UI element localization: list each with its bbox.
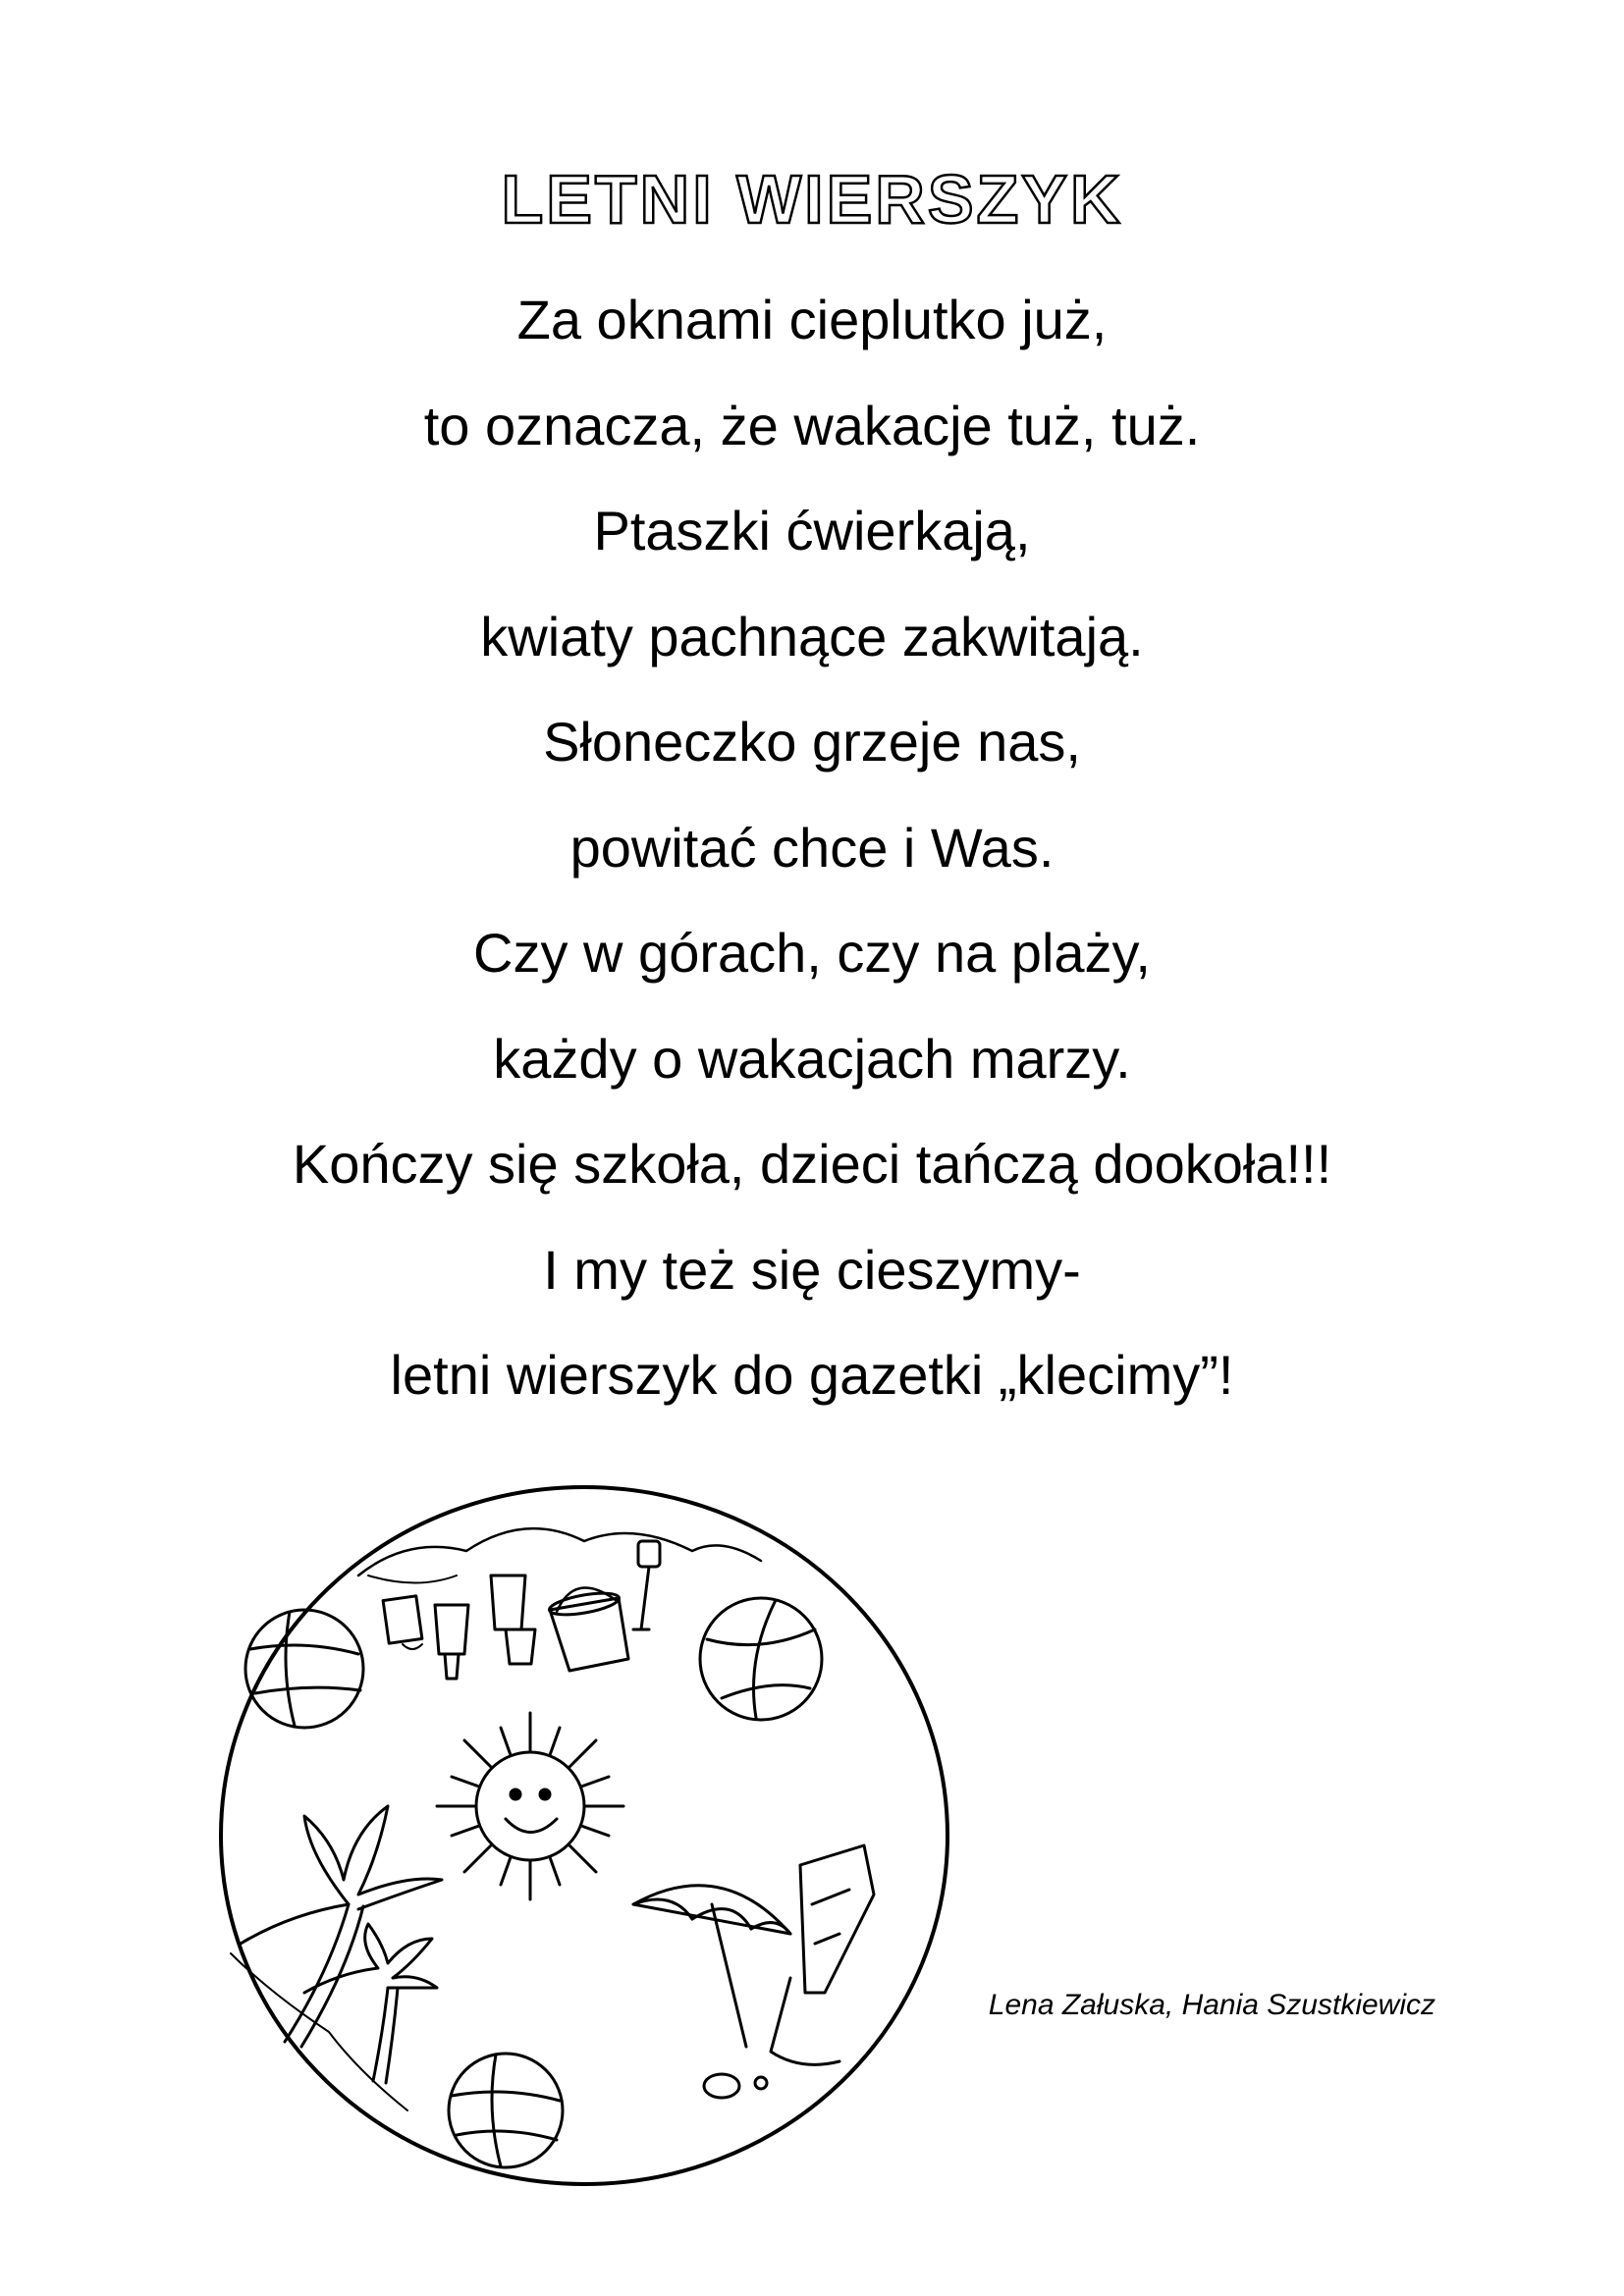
poem-line: kwiaty pachnące zakwitają.: [480, 605, 1144, 667]
poem-line: Czy w górach, czy na plaży,: [473, 922, 1151, 984]
summer-mandala-illustration: [211, 1482, 957, 2189]
poem-line: to oznacza, że wakacje tuż, tuż.: [423, 394, 1201, 456]
shovel-icon: [633, 1541, 660, 1629]
poem: [0, 285, 1624, 1446]
poem-line: każdy o wakacjach marzy.: [493, 1027, 1131, 1090]
sun-icon: [437, 1713, 623, 1899]
mandala-circle: [221, 1487, 947, 2184]
beach-umbrella-icon: [633, 1886, 790, 2047]
poem-line: letni wierszyk do gazetki „klecimy”!: [390, 1344, 1234, 1406]
deck-chair-icon: [771, 1845, 874, 2064]
shell-icon: [704, 2074, 767, 2098]
bucket-icon: [548, 1588, 628, 1672]
poem-line: Kończy się szkoła, dzieci tańczą dookoła!!!: [292, 1133, 1332, 1195]
poem-line: powitać chce i Was.: [569, 816, 1055, 879]
poem-line: Słoneczko grzeje nas,: [543, 711, 1081, 773]
poem-line: I my też się cieszymy-: [543, 1238, 1081, 1301]
poem-line: Za oknami cieplutko już,: [516, 289, 1108, 350]
palm-tree-icon: [231, 1806, 442, 2110]
beach-ball-icon: [449, 2054, 563, 2167]
poem-line: Ptaszki ćwierkają,: [593, 500, 1031, 561]
beach-ball-icon: [700, 1598, 822, 1720]
page-title: LETNI WIERSZYK: [501, 161, 1123, 238]
authors-signature: Lena Załuska, Hania Szustkiewicz: [988, 1989, 1435, 2021]
